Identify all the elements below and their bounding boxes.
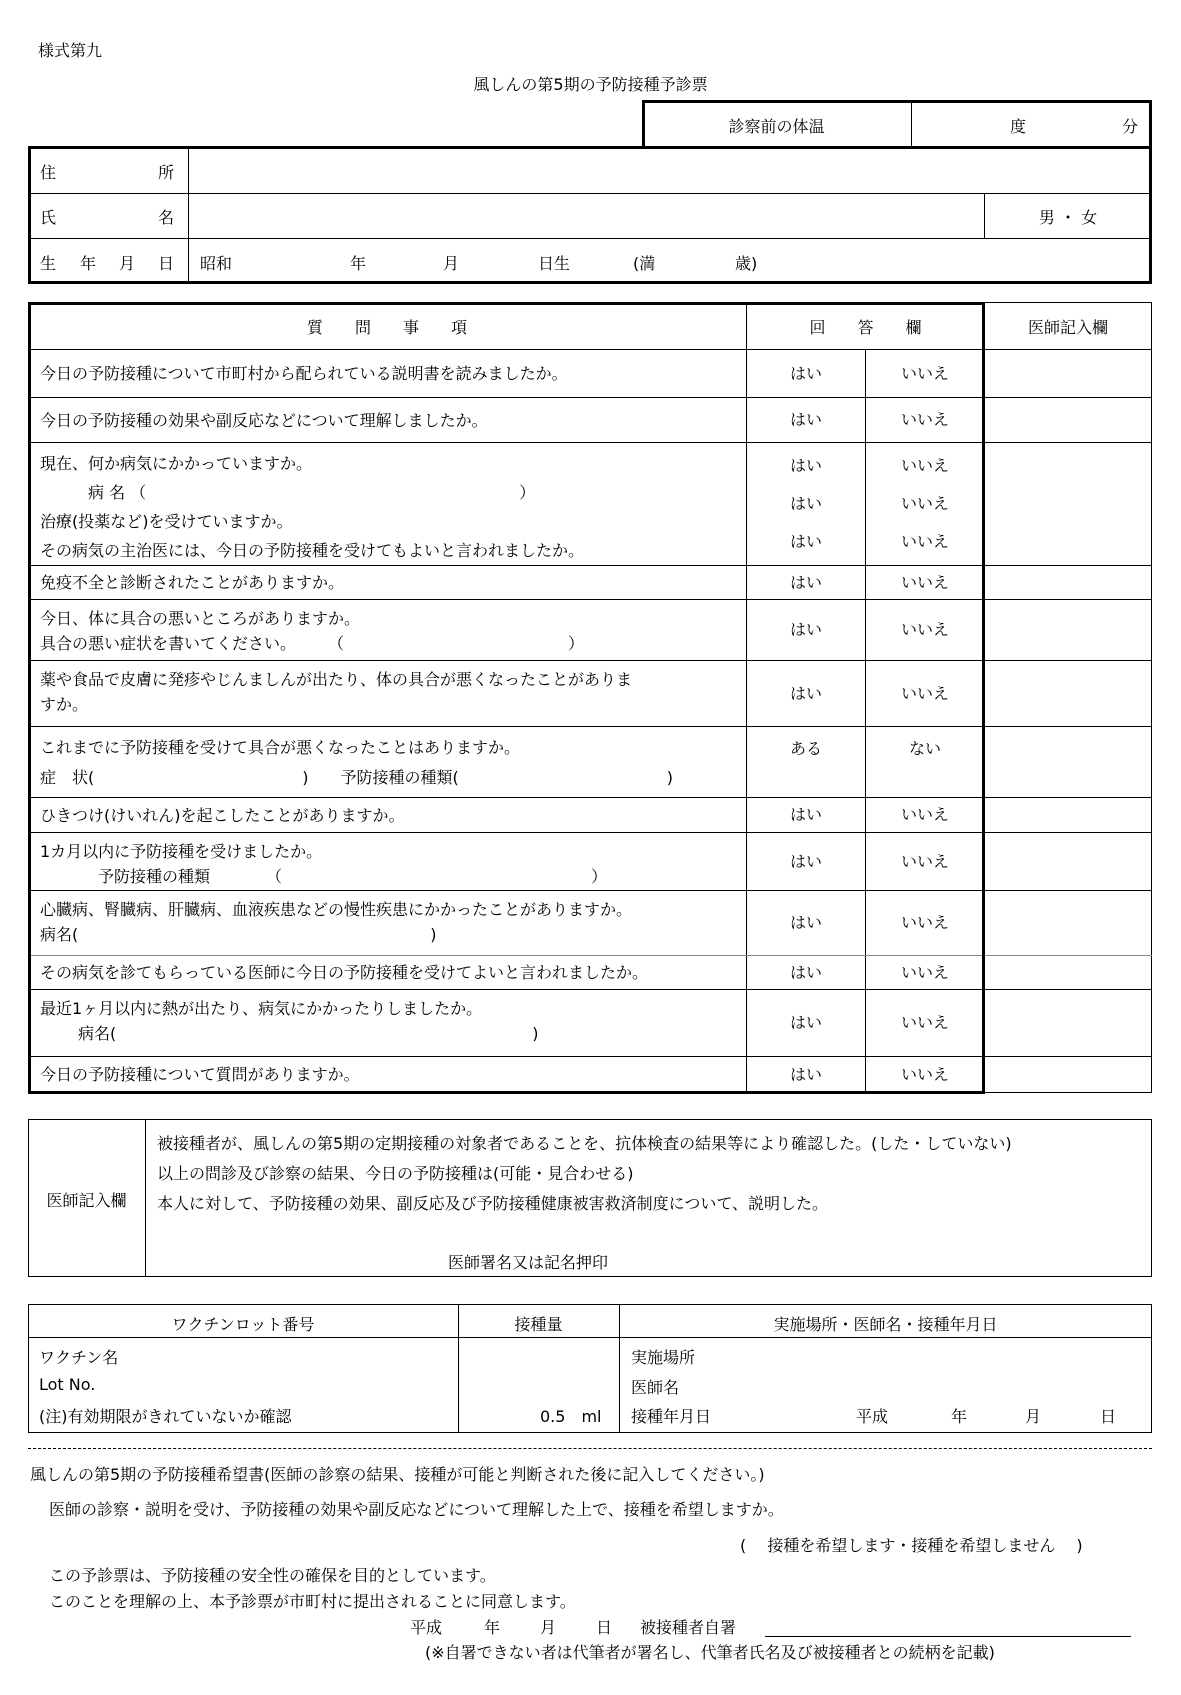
question-line: 最近1ヶ月以内に熱が出たり、病気にかかったりしましたか。 [40, 999, 483, 1018]
answer-yes-cell [747, 566, 866, 599]
table-row [28, 833, 1152, 891]
answer-no-option[interactable]: いいえ [900, 410, 949, 429]
question-text [28, 956, 747, 989]
answer-yes-cell [747, 833, 866, 890]
consent-agree: このことを理解の上、本予診票が市町村に提出されることに同意します。 [49, 1592, 576, 1611]
answer-no-cell [866, 833, 984, 890]
question-line: 現在、何か病気にかかっていますか。 [40, 454, 313, 473]
question-line: 今日の予防接種について質問がありますか。 [40, 1065, 360, 1084]
answer-yes-cell [747, 1057, 866, 1092]
question-text [28, 990, 747, 1056]
birth-label-1: 生 [40, 254, 57, 273]
consent-era: 平成 [410, 1618, 443, 1637]
question-line: これまでに予防接種を受けて具合が悪くなったことはありますか。 [40, 738, 521, 757]
birth-label-3: 月 [119, 254, 136, 273]
answer-yes-cell [747, 600, 866, 660]
question-line: 病名( ) [40, 925, 437, 944]
form-number: 様式第九 [38, 41, 103, 60]
doctor-note-cell[interactable] [984, 727, 1152, 797]
table-row [28, 798, 1152, 833]
temperature-degree[interactable]: 度 [1010, 117, 1027, 136]
question-line: 病 名 （ ） [88, 483, 536, 502]
table-row [28, 566, 1152, 600]
question-text [28, 350, 747, 397]
vaccination-date-label: 接種年月日 [631, 1407, 712, 1426]
answer-yes-cell [747, 350, 866, 397]
vaccine-header-place: 実施場所・医師名・接種年月日 [773, 1315, 998, 1334]
vaccine-name-label: ワクチン名 [39, 1348, 119, 1367]
table-header [28, 302, 1152, 350]
answer-no-option[interactable]: いいえ [900, 1064, 949, 1084]
vaccine-header-lot: ワクチンロット番号 [171, 1315, 315, 1334]
table-row [28, 891, 1152, 956]
temperature-label: 診察前の体温 [728, 117, 825, 136]
question-line: 症 状( ) 予防接種の種類( ) [40, 768, 673, 787]
birth-label-4: 日 [158, 254, 175, 273]
answer-yes-option[interactable]: はい [789, 962, 822, 982]
question-line: 今日、体に具合の悪いところがありますか。 [40, 609, 361, 628]
answer-no-cell [866, 566, 984, 599]
question-text [28, 798, 747, 832]
signature-note: (※自署できない者は代筆者が署名し、代筆者氏名及び被接種者との続柄を記載) [425, 1643, 995, 1662]
table-row [28, 600, 1152, 661]
doctor-name-label: 医師名 [631, 1378, 680, 1397]
table-row [28, 1057, 1152, 1093]
consent-month[interactable]: 月 [540, 1618, 557, 1637]
answer-yes-cell [747, 661, 866, 726]
age-open[interactable]: (満 [633, 254, 656, 273]
answer-yes-option[interactable]: はい [789, 494, 822, 513]
doctor-note-cell[interactable] [984, 350, 1152, 397]
birth-label-2: 年 [80, 254, 97, 273]
answer-yes-option[interactable]: はい [789, 851, 822, 871]
questionnaire-table [28, 302, 1152, 1093]
consent-title: 風しんの第5期の予防接種希望書(医師の診察の結果、接種が可能と判断された後に記入してください。) [30, 1465, 765, 1484]
answer-no-option[interactable]: いいえ [900, 620, 949, 639]
answer-yes-cell [747, 727, 866, 797]
consent-year[interactable]: 年 [484, 1618, 501, 1637]
doctor-note-cell[interactable] [984, 566, 1152, 599]
table-row [28, 443, 1152, 566]
answer-yes-option[interactable]: はい [789, 805, 822, 824]
header-doctor: 医師記入欄 [984, 303, 1152, 349]
question-line: その病気を診てもらっている医師に今日の予防接種を受けてよいと言われましたか。 [40, 963, 649, 982]
name-label: 氏 [40, 208, 57, 227]
answer-no-cell [866, 1057, 984, 1092]
question-text [28, 833, 747, 890]
vaccination-era: 平成 [856, 1407, 889, 1426]
table-row [28, 956, 1152, 990]
answer-no-option[interactable]: いいえ [900, 532, 949, 551]
consent-choice[interactable]: ( 接種を希望します・接種を希望しません ) [740, 1536, 1083, 1555]
birth-month[interactable]: 月 [443, 254, 460, 273]
answer-yes-option[interactable]: はい [789, 620, 822, 639]
table-row [28, 727, 1152, 798]
answer-no-option[interactable]: いいえ [900, 913, 949, 932]
question-text [28, 443, 747, 565]
question-text [28, 1057, 747, 1092]
doctor-line-1[interactable]: 被接種者が、風しんの第5期の定期接種の対象者であることを、抗体検査の結果等により確認した。(した・していない) [157, 1134, 1012, 1153]
answer-no-option[interactable]: ない [908, 739, 941, 758]
doctor-note-cell[interactable] [984, 1057, 1152, 1092]
doctor-section-label: 医師記入欄 [46, 1191, 127, 1210]
answer-no-option[interactable]: いいえ [900, 363, 949, 383]
question-line: 1カ月以内に予防接種を受けましたか。 [40, 842, 323, 861]
question-line: 具合の悪い症状を書いてください。 （ ） [40, 634, 585, 653]
doctor-note-cell[interactable] [984, 833, 1152, 890]
answer-no-cell [866, 956, 984, 989]
question-line: すか。 [40, 695, 89, 714]
page-title: 風しんの第5期の予防接種予診票 [473, 75, 708, 94]
cut-line [28, 1448, 1152, 1449]
doctor-note-cell[interactable] [984, 398, 1152, 442]
gender-select[interactable]: 男 ・ 女 [1038, 208, 1098, 227]
answer-no-cell [866, 350, 984, 397]
doctor-note-cell[interactable] [984, 956, 1152, 989]
consent-day[interactable]: 日 [596, 1618, 613, 1637]
birth-day[interactable]: 日生 [538, 254, 571, 273]
question-line: 薬や食品で皮膚に発疹やじんましんが出たり、体の具合が悪くなったことがありま [40, 670, 633, 689]
address-label: 住 [40, 163, 57, 182]
doctor-signature-label: 医師署名又は記名押印 [448, 1253, 609, 1272]
question-line: 予防接種の種類 （ ） [98, 867, 608, 886]
question-line: 治療(投薬など)を受けていますか。 [40, 512, 293, 531]
answer-yes-option[interactable]: はい [789, 683, 822, 703]
answer-no-cell [866, 891, 984, 955]
answer-no-option[interactable]: いいえ [900, 962, 949, 982]
answer-yes-option[interactable]: はい [789, 572, 822, 592]
doctor-note-cell[interactable] [984, 891, 1152, 955]
doctor-line-3: 本人に対して、予防接種の効果、副反応及び予防接種健康被害救済制度について、説明した。 [157, 1194, 829, 1213]
answer-no-option[interactable]: いいえ [900, 805, 949, 824]
temperature-minute[interactable]: 分 [1122, 117, 1139, 136]
question-line: 心臓病、腎臓病、肝臓病、血液疾患などの慢性疾患にかかったことがありますか。 [40, 900, 633, 919]
answer-no-cell [866, 990, 984, 1056]
birth-year[interactable]: 年 [350, 254, 367, 273]
answer-yes-cell [747, 398, 866, 442]
table-row [28, 990, 1152, 1057]
answer-no-option[interactable]: いいえ [900, 572, 949, 592]
lot-number-label: Lot No. [39, 1375, 96, 1394]
consent-purpose: この予診票は、予防接種の安全性の確保を目的としています。 [49, 1566, 496, 1585]
answer-no-cell [866, 661, 984, 726]
answer-yes-cell [747, 956, 866, 989]
vaccine-header-dose: 接種量 [514, 1315, 563, 1334]
doctor-note-cell[interactable] [984, 661, 1152, 726]
answer-yes-cell [747, 990, 866, 1056]
answer-yes-option[interactable]: はい [789, 1013, 822, 1032]
expiry-note: (注)有効期限がきれていないか確認 [39, 1407, 292, 1426]
vaccination-month[interactable]: 月 [1025, 1407, 1042, 1426]
answer-yes-option[interactable]: はい [789, 1064, 822, 1084]
question-text [28, 600, 747, 660]
answer-yes-option[interactable]: はい [789, 913, 822, 932]
vaccination-day[interactable]: 日 [1100, 1407, 1117, 1426]
question-text [28, 398, 747, 442]
answer-yes-option[interactable]: ある [789, 739, 822, 758]
answer-no-cell [866, 798, 984, 832]
question-text [28, 661, 747, 726]
header-question: 質 問 事 項 [28, 303, 747, 349]
answer-yes-option[interactable]: はい [789, 456, 822, 475]
question-text [28, 566, 747, 599]
address-field[interactable] [190, 149, 1148, 192]
answer-no-option[interactable]: いいえ [900, 1013, 949, 1032]
question-line: 今日の予防接種の効果や副反応などについて理解しましたか。 [40, 410, 488, 430]
doctor-note-cell[interactable] [984, 798, 1152, 832]
answer-no-cell [866, 443, 984, 565]
age-close: 歳) [735, 254, 758, 273]
answer-no-option[interactable]: いいえ [900, 494, 949, 513]
answer-no-cell [866, 727, 984, 797]
vaccination-year[interactable]: 年 [951, 1407, 968, 1426]
name-label-2: 名 [158, 208, 175, 227]
doctor-note-cell[interactable] [984, 990, 1152, 1056]
answer-yes-option[interactable]: はい [789, 410, 822, 429]
question-text [28, 727, 747, 797]
question-line: ひきつけ(けいれん)を起こしたことがありますか。 [40, 805, 405, 825]
header-answer: 回 答 欄 [809, 318, 922, 337]
table-row [28, 350, 1152, 398]
question-line: その病気の主治医には、今日の予防接種を受けてもよいと言われましたか。 [40, 541, 585, 560]
signature-label: 被接種者自署 [640, 1618, 737, 1637]
doctor-line-2[interactable]: 以上の問診及び診察の結果、今日の予防接種は(可能・見合わせる) [157, 1164, 634, 1183]
answer-yes-option[interactable]: はい [789, 532, 822, 551]
name-field[interactable] [190, 195, 982, 237]
answer-yes-cell [747, 891, 866, 955]
answer-no-option[interactable]: いいえ [900, 851, 949, 871]
answer-yes-cell [747, 798, 866, 832]
answer-yes-option[interactable]: はい [789, 363, 822, 383]
answer-no-cell [866, 600, 984, 660]
birth-era: 昭和 [200, 254, 233, 273]
answer-no-option[interactable]: いいえ [900, 683, 949, 703]
place-label: 実施場所 [631, 1348, 696, 1367]
question-line: 今日の予防接種について市町村から配られている説明書を読みましたか。 [40, 364, 568, 383]
question-text [28, 891, 747, 955]
signature-line[interactable] [765, 1636, 1131, 1637]
dose-value: 0.5 ml [540, 1407, 602, 1426]
question-line: 免疫不全と診断されたことがありますか。 [40, 573, 345, 592]
address-label-2: 所 [158, 163, 175, 182]
answer-no-option[interactable]: いいえ [900, 456, 949, 475]
answer-yes-cell [747, 443, 866, 565]
doctor-note-cell[interactable] [984, 600, 1152, 660]
table-row [28, 661, 1152, 727]
question-line: 病名( ) [78, 1024, 539, 1043]
consent-question: 医師の診察・説明を受け、予防接種の効果や副反応などについて理解した上で、接種を希望しますか。 [49, 1500, 784, 1519]
doctor-note-cell[interactable] [984, 443, 1152, 565]
table-row [28, 398, 1152, 443]
answer-no-cell [866, 398, 984, 442]
